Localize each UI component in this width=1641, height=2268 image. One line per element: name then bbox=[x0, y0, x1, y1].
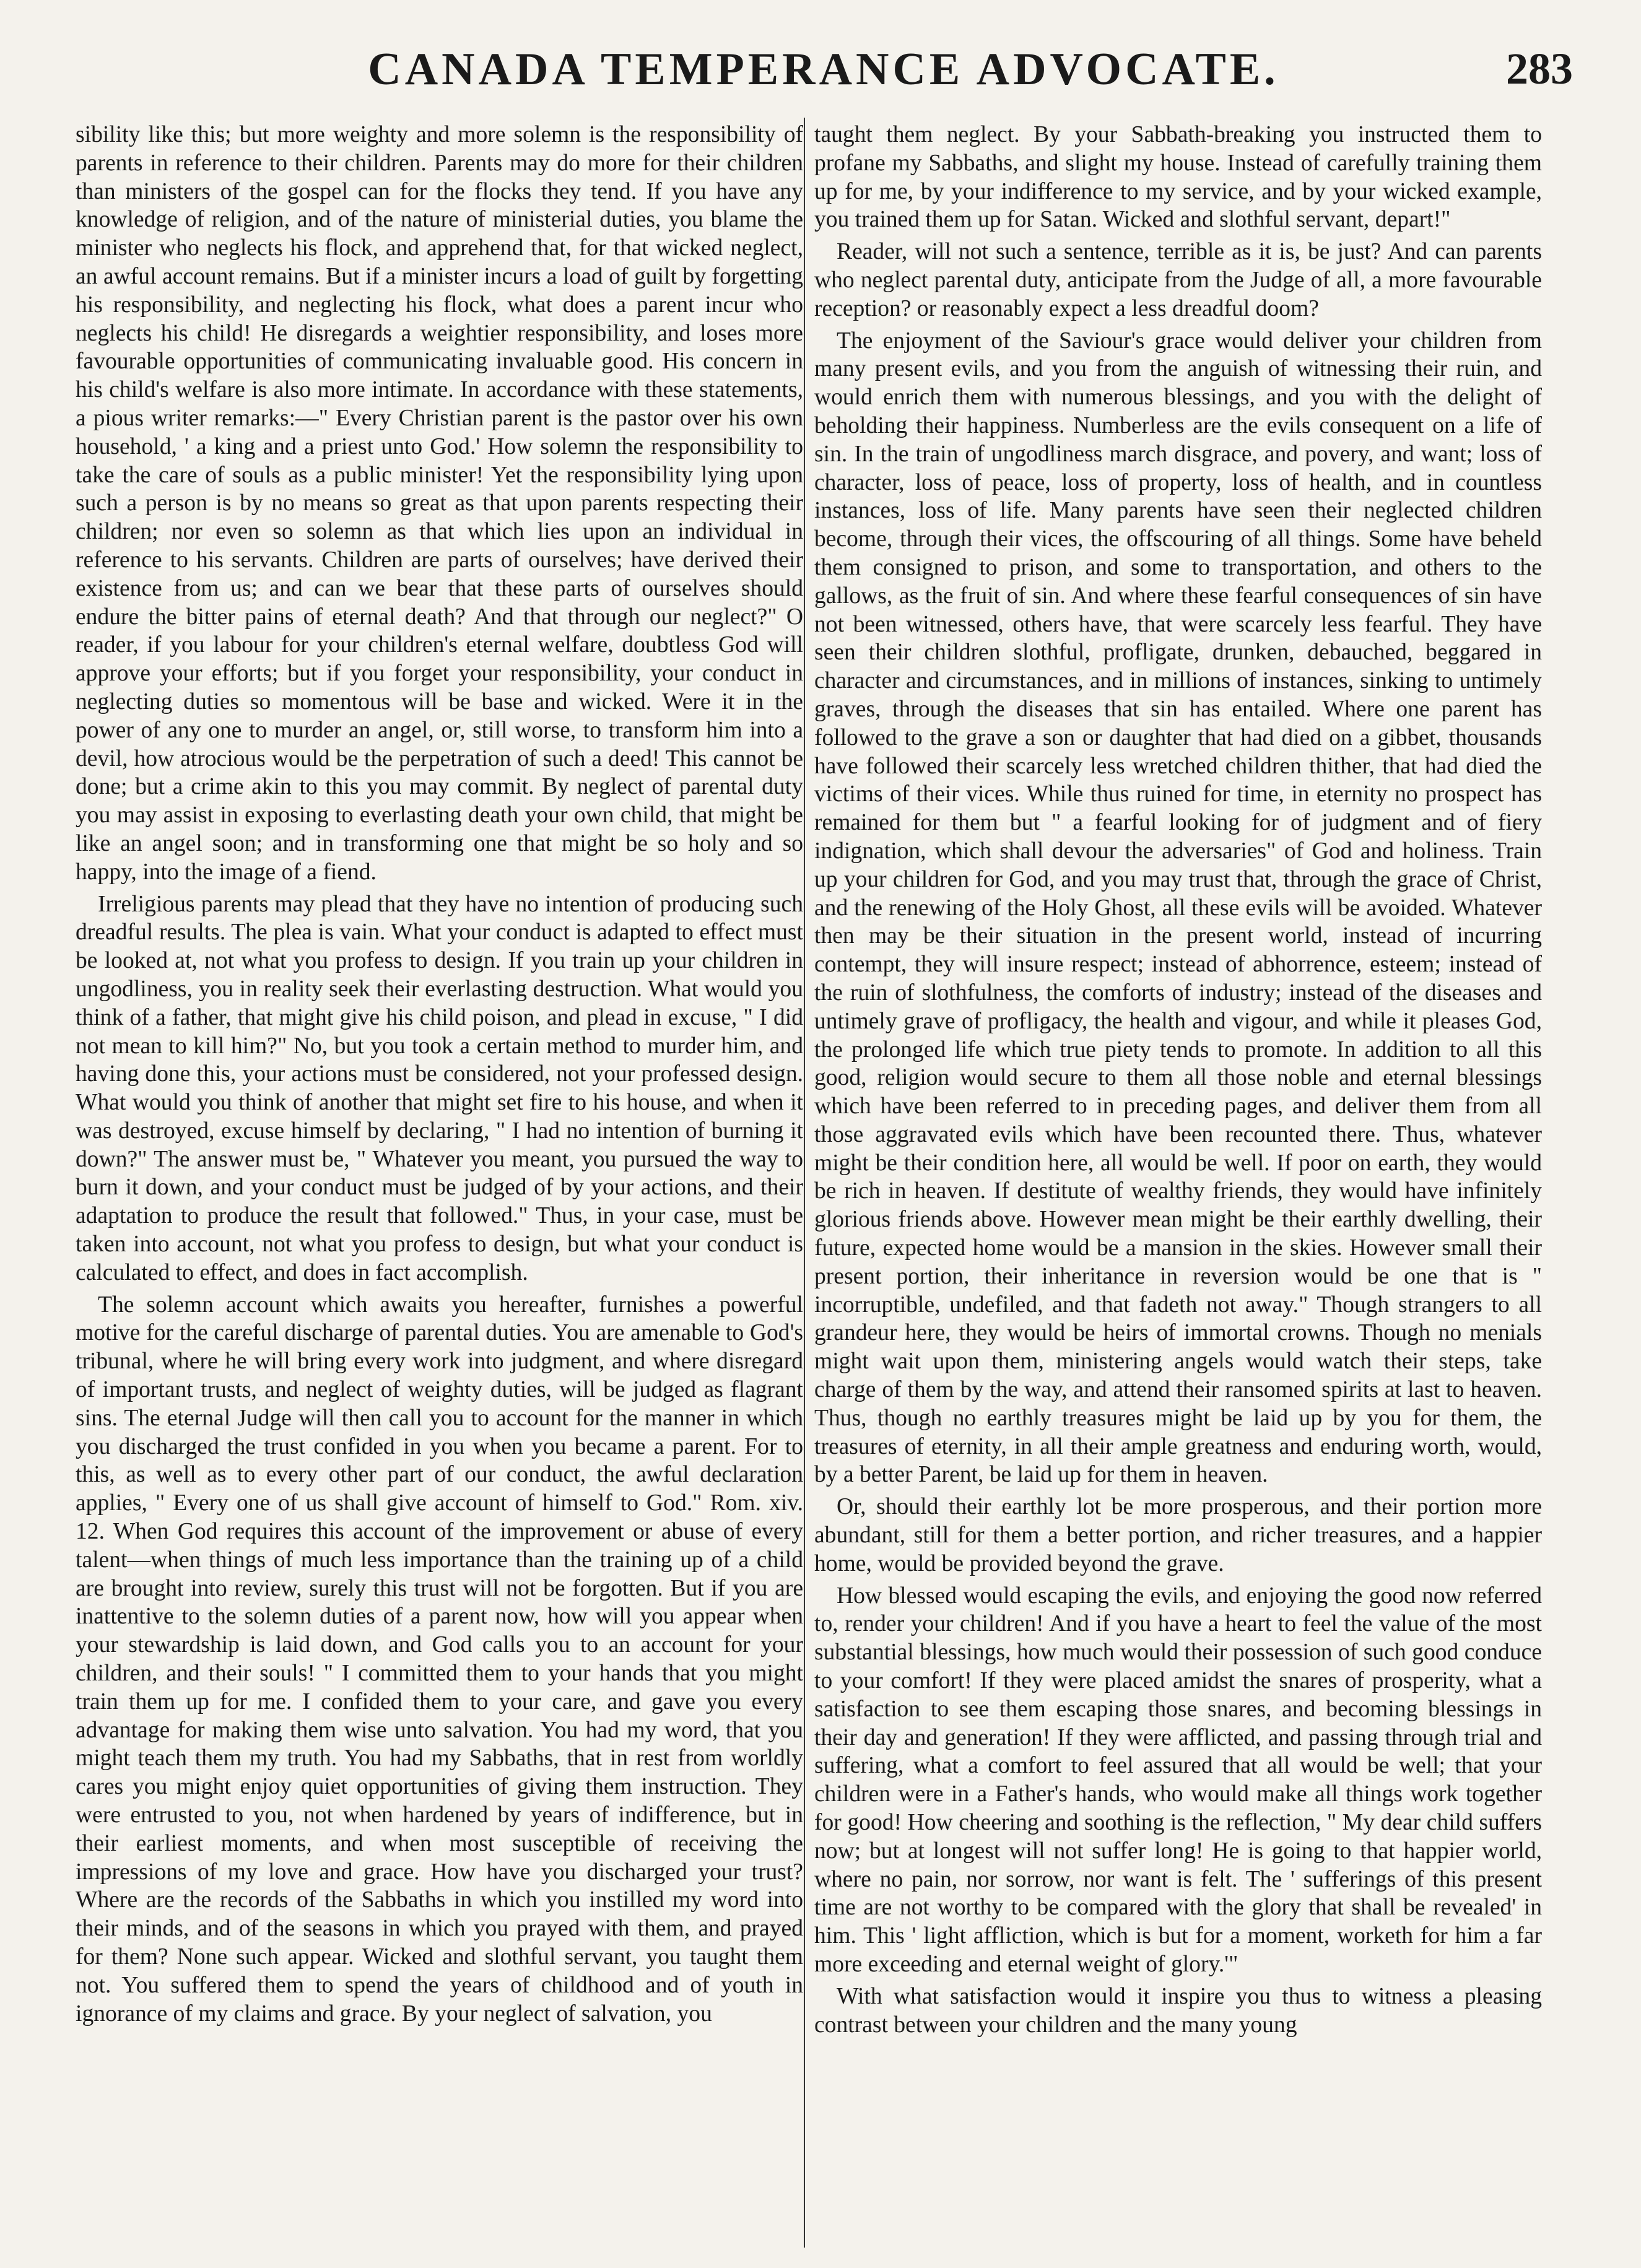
article-paragraph: Or, should their earthly lot be more prosperous, and their portion more abundant, still for them a better portion, and richer treasures, and a happier home, would be provided beyond the grave. bbox=[814, 1494, 1542, 1576]
left-column bbox=[76, 121, 803, 2238]
right-column bbox=[814, 121, 1542, 2238]
article-paragraph: With what satisfaction would it inspire you thus to witness a pleasing contrast between your children and the many young bbox=[814, 1983, 1542, 2038]
page-header bbox=[74, 43, 1573, 111]
page-number: 283 bbox=[1506, 44, 1573, 93]
article-paragraph: How blessed would escaping the evils, and enjoying the good now referred to, render your children! And if you have a heart to feel the value of the most substantial blessings, how much would their possession of such good conduce to your comfort! If they were placed amidst the snares of prosperity, what a satisfaction to see them escaping those snares, and becoming blessings in their day and generation! If they were afflicted, and passing through trial and suffering, what a comfort to feel assured that all would be well; that your children were in a Father's hands, who would make all things work together for good! How cheering and soothing is the reflection, " My dear child suffers now; but at longest will not suffer long! He is going to that happier world, where no pain, nor sorrow, nor want is felt. The ' sufferings of this present time are not worthy to be compared with the glory that shall be revealed' in him. This ' light affliction, which is but for a moment, worketh for him a far more exceeding and eternal weight of glory.'" bbox=[814, 1583, 1542, 1977]
article-paragraph: The enjoyment of the Saviour's grace would deliver your children from many present evils, and you from the anguish of witnessing their ruin, and would enrich them with numerous blessings, and you with the delight of beholding their happiness. Numberless are the evils consequent on a life of sin. In the train of ungodliness march disgrace, and povery, and want; loss of character, loss of peace, loss of property, loss of health, and in countless instances, loss of life. Many parents have seen their neglected children become, through their vices, the offscouring of all things. Some have beheld them consigned to prison, and some to transportation, and others to the gallows, as the fruit of sin. And where these fearful consequences of sin have not been witnessed, others have, that were scarcely less fearful. They have seen their children slothful, profligate, drunken, debauched, beggared in character and circumstances, and in millions of instances, sinking to untimely graves, through the diseases that sin has entailed. Where one parent has followed to the grave a son or daughter that had died on a gibbet, thousands have followed their scarcely less wretched children thither, that had died the victims of their vices. While thus ruined for time, in eternity no prospect has remained for them but " a fearful looking for of judgment and of fiery indignation, which shall devour the adversaries" of God and holiness. Train up your children for God, and you may trust that, through the grace of Christ, and the renewing of the Holy Ghost, all these evils will be avoided. Whatever then may be their situation in the present world, instead of incurring contempt, they will insure respect; instead of abhorrence, esteem; instead of the ruin of slothfulness, the comforts of industry; instead of the diseases and untimely grave of profligacy, the health and vigour, and while it pleases God, the prolonged life which true piety tends to promote. In addition to all this good, religion would secure to them all those noble and eternal blessings which have been referred to in preceding pages, and deliver them from all those aggravated evils which have been recounted there. Thus, whatever might be their condition here, all would be well. If poor on earth, they would be rich in heaven. If destitute of wealthy friends, they would have infinitely glorious friends above. However mean might be their earthly dwelling, their future, expected home would be a mansion in the skies. However small their present portion, their inheritance in reversion would be one that is " incorruptible, undefiled, and that fadeth not away." Though strangers to all grandeur here, they would be heirs of immortal crowns. Though no menials might wait upon them, ministering angels would watch their steps, take charge of them by the way, and attend their ransomed spirits at last to heaven. Thus, though no earthly treasures might be laid up by you for them, the treasures of eternity, in all their ample greatness and enduring worth, would, by a better Parent, be laid up for them in heaven. bbox=[814, 328, 1542, 1488]
article-paragraph: The solemn account which awaits you hereafter, furnishes a powerful motive for the careful discharge of parental duties. You are amenable to God's tribunal, where he will bring every work into judgment, and where disregard of important trusts, and neglect of weighty duties, will be judged as flagrant sins. The eternal Judge will then call you to account for the manner in which you discharged the trust confided in you when you became a parent. For to this, as well as to every other part of our conduct, the awful declaration applies, " Every one of us shall give account of himself to God." Rom. xiv. 12. When God requires this account of the improvement or abuse of every talent—when things of much less importance than the training up of a child are brought into review, surely this trust will not be forgotten. But if you are inattentive to the solemn duties of a parent now, how will you appear when your stewardship is laid down, and God calls you to an account for your children, and their souls! " I committed them to your hands that you might train them up for me. I confided them to your care, and gave you every advantage for making them wise unto salvation. You had my word, that you might teach them my truth. You had my Sabbaths, that in rest from worldly cares you might enjoy quiet opportunities of giving them instruction. They were entrusted to you, not when hardened by years of indifference, but in their earliest moments, and when most susceptible of receiving the impressions of my love and grace. How have you discharged your trust? Where are the records of the Sabbaths in which you instilled my word into their minds, and of the seasons in which you prayed with them, and prayed for them? None such appear. Wicked and slothful servant, you taught them not. You suffered them to spend the years of childhood and of youth in ignorance of my claims and grace. By your neglect of salvation, you bbox=[76, 1292, 803, 2027]
article-paragraph: taught them neglect. By your Sabbath-breaking you instructed them to profane my Sabbaths, and slight my house. Instead of carefully training them up for me, by your indifference to my service, and by your wicked example, you trained them up for Satan. Wicked and slothful servant, depart!" bbox=[814, 122, 1542, 233]
column-divider bbox=[804, 118, 805, 2248]
article-paragraph: Reader, will not such a sentence, terrible as it is, be just? And can parents who neglect parental duty, anticipate from the Judge of all, a more favourable reception? or reasonably expect a less dreadful doom? bbox=[814, 239, 1542, 321]
article-paragraph: Irreligious parents may plead that they have no intention of producing such dreadful results. The plea is vain. What your conduct is adapted to effect must be looked at, not what you profess to design. If you train up your children in ungodliness, you in reality seek their everlasting destruction. What would you think of a father, that might give his child poison, and plead in excuse, " I did not mean to kill him?" No, but you took a certain method to murder him, and having done this, your actions must be considered, not your professed design. What would you think of another that might set fire to his house, and when it was destroyed, excuse himself by declaring, " I had no intention of burning it down?" The answer must be, " Whatever you meant, you pursued the way to burn it down, and your conduct must be judged of by your actions, and their adaptation to produce the result that followed." Thus, in your case, must be taken into account, not what you profess to design, but what your conduct is calculated to effect, and does in fact accomplish. bbox=[76, 891, 803, 1285]
article-paragraph: sibility like this; but more weighty and more solemn is the responsibility of parents in reference to their children. Parents may do more for their children than ministers of the gospel can for the flocks they tend. If you have any knowledge of religion, and of the nature of ministerial duties, you blame the minister who neglects his flock, and apprehend that, for that wicked neglect, an awful account remains. But if a minister incurs a load of guilt by forgetting his responsibility, and neglecting his flock, what does a parent incur who neglects his child! He disregards a weightier responsibility, and loses more favourable opportunities of communicating invaluable good. His concern in his child's welfare is also more intimate. In accordance with these statements, a pious writer remarks:—" Every Christian parent is the pastor over his own household, ' a king and a priest unto God.' How solemn the responsibility to take the care of souls as a public minister! Yet the responsibility lying upon such a person is by no means so great as that upon parents respecting their children; nor even so solemn as that which lies upon an individual in reference to his servants. Children are parts of ourselves; have derived their existence from us; and can we bear that these parts of ourselves should endure the bitter pains of eternal death? And that through our neglect?" O reader, if you labour for your children's eternal welfare, doubtless God will approve your efforts; but if you forget your responsibility, your conduct in neglecting duties so momentous will be base and wicked. Were it in the power of any one to murder an angel, or, still worse, to transform him into a devil, how atrocious would be the perpetration of such a deed! This cannot be done; but a crime akin to this you may commit. By neglect of parental duty you may assist in exposing to everlasting death your own child, that might be like an angel soon; and in transforming one that might be so holy and so happy, into the image of a fiend. bbox=[76, 122, 803, 885]
running-title: CANADA TEMPERANCE ADVOCATE. bbox=[368, 44, 1279, 95]
